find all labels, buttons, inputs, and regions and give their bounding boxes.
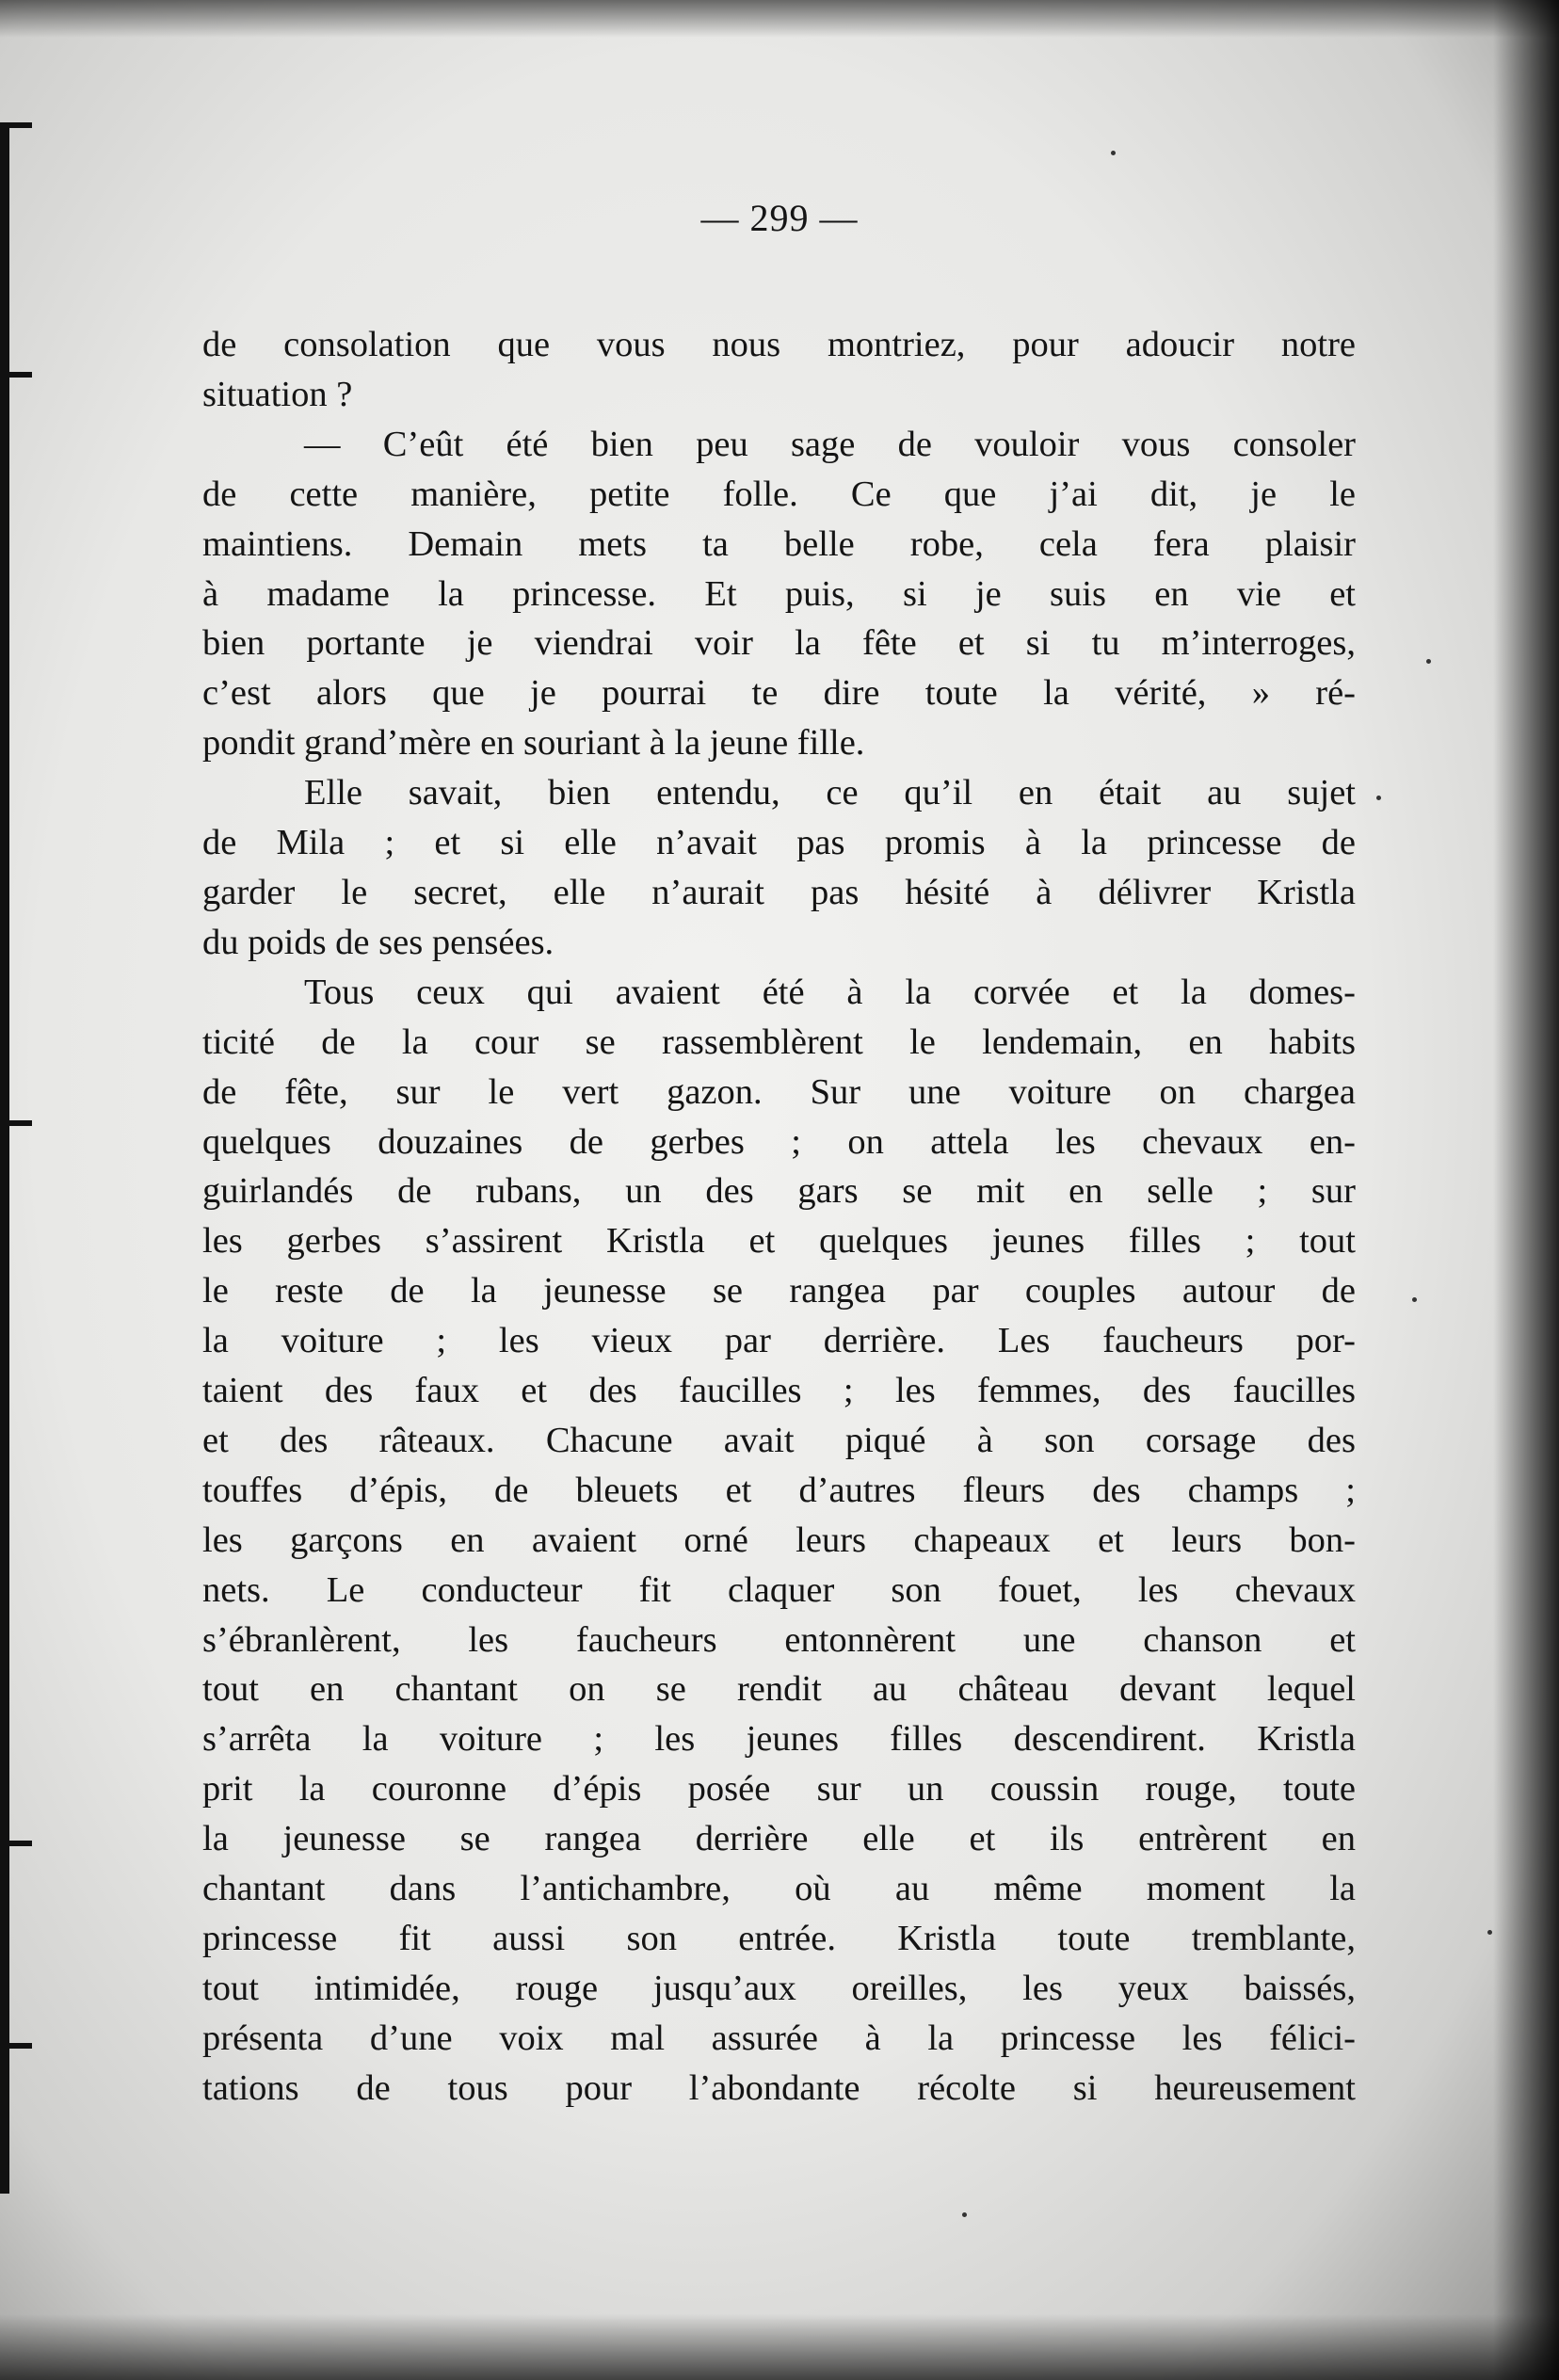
text-line: les gerbes s’assirent Kristla et quelques jeunes filles ; tout <box>202 1221 1356 1262</box>
text-line: tout en chantant on se rendit au château devant lequel <box>202 1669 1356 1710</box>
paragraph <box>202 768 1356 968</box>
text-line: garder le secret, elle n’aurait pas hésité à délivrer Kristla <box>202 872 1356 912</box>
scan-speck <box>1376 796 1381 800</box>
binding-mark <box>0 1120 32 1126</box>
text-line: de fête, sur le vert gazon. Sur une voiture on chargea <box>202 1071 1356 1112</box>
text-line: quelques douzaines de gerbes ; on attela les chevaux en- <box>202 1121 1356 1162</box>
text-line: les garçons en avaient orné leurs chapeaux et leurs bon- <box>202 1520 1356 1560</box>
body-text <box>202 320 1356 2114</box>
text-line: guirlandés de rubans, un des gars se mit en selle ; sur <box>202 1171 1356 1212</box>
text-line: la jeunesse se rangea derrière elle et ils entrèrent en <box>202 1819 1356 1859</box>
paragraph <box>202 420 1356 768</box>
text-line: princesse fit aussi son entrée. Kristla toute tremblante, <box>202 1919 1356 1958</box>
text-line: et des râteaux. Chacune avait piqué à son corsage des <box>202 1420 1356 1460</box>
scan-speck <box>1426 659 1431 664</box>
text-line: c’est alors que je pourrai te dire toute la vérité, » ré- <box>202 673 1356 714</box>
paragraph <box>202 968 1356 2114</box>
text-line: la voiture ; les vieux par derrière. Les faucheurs por- <box>202 1321 1356 1361</box>
binding-mark <box>0 122 32 128</box>
text-line: de consolation que vous nous montriez, pour adoucir notre <box>202 325 1356 364</box>
text-line: ticité de la cour se rassemblèrent le lendemain, en habits <box>202 1021 1356 1062</box>
text-line: chantant dans l’antichambre, où au même moment la <box>202 1869 1356 1909</box>
text-line: s’ébranlèrent, les faucheurs entonnèrent une chanson et <box>202 1619 1356 1660</box>
text-line: taient des faux et des faucilles ; les femmes, des faucilles <box>202 1371 1356 1411</box>
text-line: de Mila ; et si elle n’avait pas promis à la princesse de <box>202 823 1356 863</box>
scan-shadow-top <box>0 0 1559 38</box>
text-line: du poids de ses pensées. <box>202 922 554 962</box>
text-line: maintiens. Demain mets ta belle robe, cela fera plaisir <box>202 523 1356 564</box>
binding-edge <box>0 122 9 2194</box>
text-line: de cette manière, petite folle. Ce que j’ai dit, je le <box>202 474 1356 514</box>
text-line: pondit grand’mère en souriant à la jeune fille. <box>202 723 865 764</box>
text-line: situation ? <box>202 374 353 414</box>
text-line: nets. Le conducteur fit claquer son fouet, les chevaux <box>202 1569 1356 1610</box>
paragraph <box>202 320 1356 420</box>
text-line: s’arrêta la voiture ; les jeunes filles descendirent. Kristla <box>202 1719 1356 1760</box>
text-line: Tous ceux qui avaient été à la corvée et la domes- <box>304 972 1356 1012</box>
scan-speck <box>1111 151 1116 155</box>
text-line: bien portante je viendrai voir la fête et si tu m’interroges, <box>202 623 1356 664</box>
scan-speck <box>962 2212 967 2217</box>
text-line: le reste de la jeunesse se rangea par couples autour de <box>202 1271 1356 1311</box>
text-line: présenta d’une voix mal assurée à la princesse les félici- <box>202 2018 1356 2058</box>
text-line: tout intimidée, rouge jusqu’aux oreilles, les yeux baissés, <box>202 1968 1356 2008</box>
text-line: touffes d’épis, de bleuets et d’autres fleurs des champs ; <box>202 1470 1356 1510</box>
text-line: à madame la princesse. Et puis, si je suis en vie et <box>202 573 1356 614</box>
page-number: — 299 — <box>700 197 859 239</box>
scan-shadow-right <box>1493 0 1559 2380</box>
binding-mark <box>0 372 32 378</box>
binding-mark <box>0 1841 32 1846</box>
scan-shadow-bottom <box>0 2314 1559 2380</box>
scan-speck <box>1412 1297 1417 1302</box>
text-line: — C’eût été bien peu sage de vouloir vous consoler <box>304 424 1356 464</box>
text-line: tations de tous pour l’abondante récolte si heureusement <box>202 2067 1356 2108</box>
scan-speck <box>1487 1930 1492 1935</box>
text-line: prit la couronne d’épis posée sur un coussin rouge, toute <box>202 1769 1356 1809</box>
binding-mark <box>0 2043 32 2049</box>
text-line: Elle savait, bien entendu, ce qu’il en était au sujet <box>304 773 1356 813</box>
